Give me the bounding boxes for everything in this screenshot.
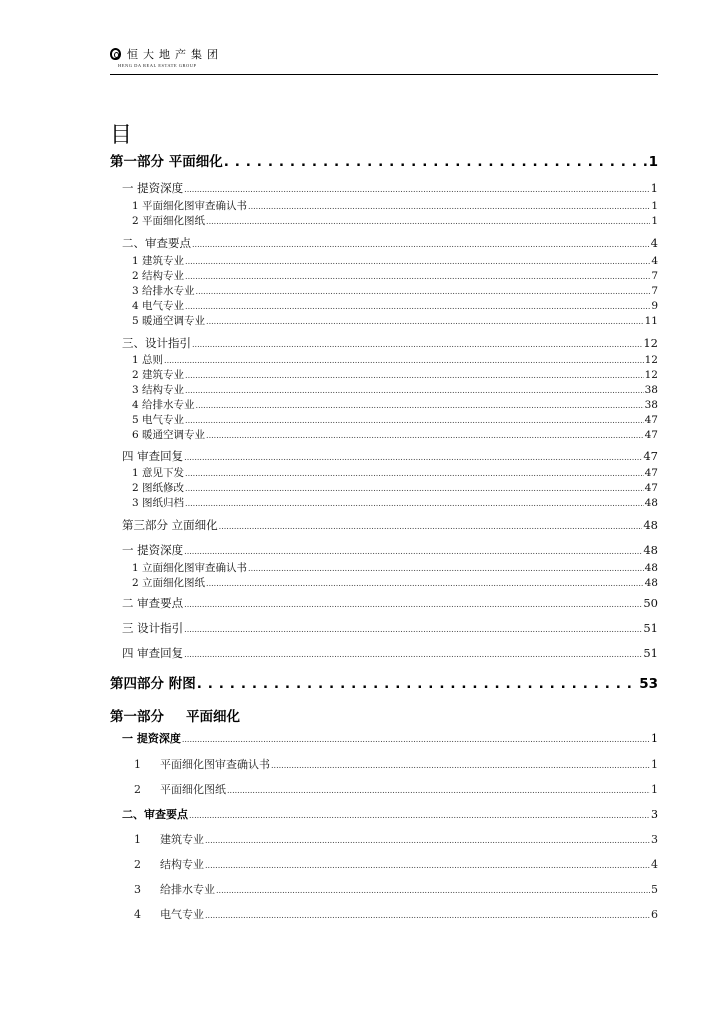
dot-leader	[196, 287, 651, 296]
toc-entry-page: 51	[643, 646, 658, 660]
dot-leader	[192, 340, 642, 349]
dot-leader	[248, 202, 650, 211]
toc-entry-page: 12	[644, 369, 658, 381]
dot-leader	[164, 356, 644, 365]
toc-entry-page: 1	[650, 181, 658, 195]
toc-entry-page: 47	[644, 482, 658, 494]
toc-entry-number: 2	[134, 783, 141, 796]
toc-entry[interactable]	[110, 268, 658, 283]
toc-entry[interactable]	[110, 397, 658, 412]
toc-entry-label: 1 总则	[132, 354, 164, 366]
toc-entry-page: 47	[643, 449, 658, 463]
dot-leader	[224, 154, 648, 170]
dot-leader	[185, 484, 644, 493]
dot-leader	[206, 217, 650, 226]
toc-entry-label: 1 意见下发	[132, 467, 185, 479]
dot-leader	[196, 401, 644, 410]
toc-entry-page: 51	[643, 621, 658, 635]
toc-entry-label: 3 图纸归档	[132, 497, 185, 509]
dot-leader	[184, 650, 642, 659]
toc-entry[interactable]	[110, 313, 658, 328]
toc-entry-page: 1	[648, 154, 658, 170]
toc-entry[interactable]	[110, 906, 658, 922]
toc-entry-label	[134, 831, 204, 847]
toc-entry[interactable]	[110, 595, 658, 611]
toc-entry[interactable]	[110, 831, 658, 847]
toc-entry[interactable]	[110, 298, 658, 313]
toc-entry-number: 2	[134, 858, 141, 871]
dot-leader	[192, 240, 650, 249]
toc-entry-page: 38	[644, 399, 658, 411]
toc-entry-label: 第四部分 附图	[110, 676, 196, 692]
toc-entry[interactable]	[110, 180, 658, 196]
dot-leader	[185, 257, 650, 266]
toc-entry-page: 38	[644, 384, 658, 396]
toc-entry-page: 53	[639, 676, 658, 692]
dot-leader	[197, 676, 639, 692]
toc-entry-label: 1 立面细化图审查确认书	[132, 562, 248, 574]
toc-entry[interactable]	[110, 806, 658, 822]
toc-entry[interactable]	[110, 367, 658, 382]
toc-entry-page: 7	[651, 270, 658, 282]
toc-entry-label	[134, 856, 204, 872]
dot-leader	[271, 761, 650, 770]
dot-leader	[185, 371, 644, 380]
toc-entry[interactable]	[110, 730, 658, 746]
toc-entry-page: 12	[643, 336, 658, 350]
toc-entry-page: 47	[644, 429, 658, 441]
toc-entry[interactable]	[110, 480, 658, 495]
toc-entry-label	[134, 756, 270, 772]
toc-entry[interactable]	[110, 645, 658, 661]
toc-entry-label: 第一部分 平面细化	[110, 154, 223, 170]
toc-entry-label: 4 给排水专业	[132, 399, 195, 411]
toc-entry-page: 1	[651, 783, 658, 796]
toc-entry-label: 三 设计指引	[122, 621, 184, 635]
toc-entry-page: 3	[651, 808, 658, 821]
dot-leader	[205, 861, 650, 870]
toc-entry[interactable]	[110, 448, 658, 464]
toc-entry-number: 1	[134, 833, 141, 846]
toc-entry-page: 48	[644, 562, 658, 574]
toc-entry-page: 12	[644, 354, 658, 366]
section-heading-title: 平面细化	[186, 709, 240, 725]
dot-leader	[189, 811, 650, 820]
toc-entry-number: 3	[134, 883, 141, 896]
dot-leader	[219, 522, 643, 531]
section-heading	[110, 705, 658, 725]
toc-entry[interactable]	[110, 213, 658, 228]
toc-entry-page: 4	[651, 255, 658, 267]
toc-entry[interactable]	[110, 235, 658, 251]
toc-entry[interactable]	[110, 150, 658, 170]
dot-leader	[184, 185, 650, 194]
toc-entry-text: 建筑专业	[160, 833, 204, 846]
toc-entry-number: 1	[134, 758, 141, 771]
company-name-en: HENG DA REAL ESTATE GROUP	[118, 63, 197, 68]
toc-entry-label: 2 平面细化图纸	[132, 215, 206, 227]
toc-entry-page: 11	[644, 315, 658, 327]
toc-entry[interactable]	[110, 881, 658, 897]
dot-leader	[216, 886, 650, 895]
toc-entry[interactable]	[110, 427, 658, 442]
toc-entry[interactable]	[110, 542, 658, 558]
company-name-cn: 恒大地产集团	[127, 48, 223, 61]
toc-entry-label: 二、审查要点	[122, 808, 188, 821]
toc-entry[interactable]	[110, 198, 658, 213]
toc-entry-label: 3 结构专业	[132, 384, 185, 396]
toc-entry-label: 四 审查回复	[122, 646, 184, 660]
dot-leader	[184, 453, 642, 462]
toc-title: 目	[110, 123, 133, 148]
toc-entry[interactable]	[110, 412, 658, 427]
toc-entry-text: 给排水专业	[160, 883, 215, 896]
toc-entry-text: 结构专业	[160, 858, 204, 871]
toc-entry-label: 2 结构专业	[132, 270, 185, 282]
logo-row	[110, 46, 658, 62]
toc-entry-label: 一 提资深度	[122, 543, 184, 557]
toc-entry-label: 一 提资深度	[122, 732, 181, 745]
toc-entry-page: 47	[644, 467, 658, 479]
toc-entry-label: 二 审查要点	[122, 596, 184, 610]
dot-leader	[227, 786, 650, 795]
toc-entry-label: 2 立面细化图纸	[132, 577, 206, 589]
toc-entry[interactable]	[110, 517, 658, 533]
toc-entry-page: 1	[651, 732, 658, 745]
toc-entry[interactable]	[110, 382, 658, 397]
dot-leader	[206, 579, 644, 588]
toc-entry-page: 6	[651, 908, 658, 921]
toc-entry-page: 48	[644, 577, 658, 589]
toc-entry-page: 9	[651, 300, 658, 312]
toc-entry-page: 4	[650, 236, 658, 250]
toc-entry[interactable]	[110, 856, 658, 872]
dot-leader	[185, 386, 644, 395]
toc-entry-page: 47	[644, 414, 658, 426]
toc-entry-label: 2 建筑专业	[132, 369, 185, 381]
toc-entry[interactable]	[110, 283, 658, 298]
toc-entry-label: 二、审查要点	[122, 236, 191, 250]
toc-entry-number: 4	[134, 908, 141, 921]
toc-entry-page: 5	[651, 883, 658, 896]
toc-entry[interactable]	[110, 253, 658, 268]
toc-entry-label: 6 暖通空调专业	[132, 429, 206, 441]
dot-leader	[184, 625, 642, 634]
dot-leader	[184, 600, 642, 609]
toc-entry-text: 平面细化图纸	[160, 783, 226, 796]
toc-entry[interactable]	[110, 335, 658, 351]
toc-entry-label: 5 电气专业	[132, 414, 185, 426]
toc-entry[interactable]	[110, 560, 658, 575]
toc-entry-label: 四 审查回复	[122, 449, 184, 463]
toc-entry[interactable]	[110, 620, 658, 636]
toc-entry-label: 1 平面细化图审查确认书	[132, 200, 248, 212]
dot-leader	[185, 469, 644, 478]
toc-entry[interactable]	[110, 465, 658, 480]
toc-entry-label	[134, 906, 204, 922]
toc-entry[interactable]	[110, 781, 658, 797]
toc-entry-label	[134, 881, 215, 897]
dot-leader	[185, 416, 644, 425]
toc-entry[interactable]	[110, 672, 658, 692]
toc-entry-page: 1	[651, 215, 658, 227]
dot-leader	[205, 836, 650, 845]
dot-leader	[185, 272, 650, 281]
toc-entry-label	[134, 781, 226, 797]
toc-entry-page: 48	[644, 497, 658, 509]
toc-entry-page: 48	[643, 543, 658, 557]
toc-entry-page: 1	[651, 200, 658, 212]
dot-leader	[206, 431, 644, 440]
toc-entry-label: 第三部分 立面细化	[122, 518, 218, 532]
dot-leader	[205, 911, 650, 920]
toc-entry-page: 3	[651, 833, 658, 846]
toc-entry-page: 48	[643, 518, 658, 532]
toc-entry-text: 平面细化图审查确认书	[160, 758, 270, 771]
dot-leader	[206, 317, 644, 326]
toc-entry[interactable]	[110, 352, 658, 367]
dot-leader	[184, 547, 642, 556]
section-heading-part: 第一部分	[110, 709, 164, 725]
toc-entry[interactable]	[110, 756, 658, 772]
toc-entry-page: 50	[643, 596, 658, 610]
toc-entry[interactable]	[110, 575, 658, 590]
toc-entry-label: 4 电气专业	[132, 300, 185, 312]
dot-leader	[185, 499, 644, 508]
dot-leader	[182, 735, 650, 744]
dot-leader	[185, 302, 650, 311]
toc-entry-label: 5 暖通空调专业	[132, 315, 206, 327]
toc-entry-label: 2 图纸修改	[132, 482, 185, 494]
dot-leader	[248, 564, 644, 573]
page-header	[110, 46, 658, 75]
toc-entry-label: 三、设计指引	[122, 336, 191, 350]
toc-entry-label: 一 提资深度	[122, 181, 184, 195]
toc-entry-label: 1 建筑专业	[132, 255, 185, 267]
toc-entry-page: 1	[651, 758, 658, 771]
toc-entry-page: 4	[651, 858, 658, 871]
hengda-logo-icon	[110, 48, 121, 60]
toc-entry-page: 7	[651, 285, 658, 297]
toc-entry-text: 电气专业	[160, 908, 204, 921]
toc-entry[interactable]	[110, 495, 658, 510]
toc-entry-label: 3 给排水专业	[132, 285, 195, 297]
